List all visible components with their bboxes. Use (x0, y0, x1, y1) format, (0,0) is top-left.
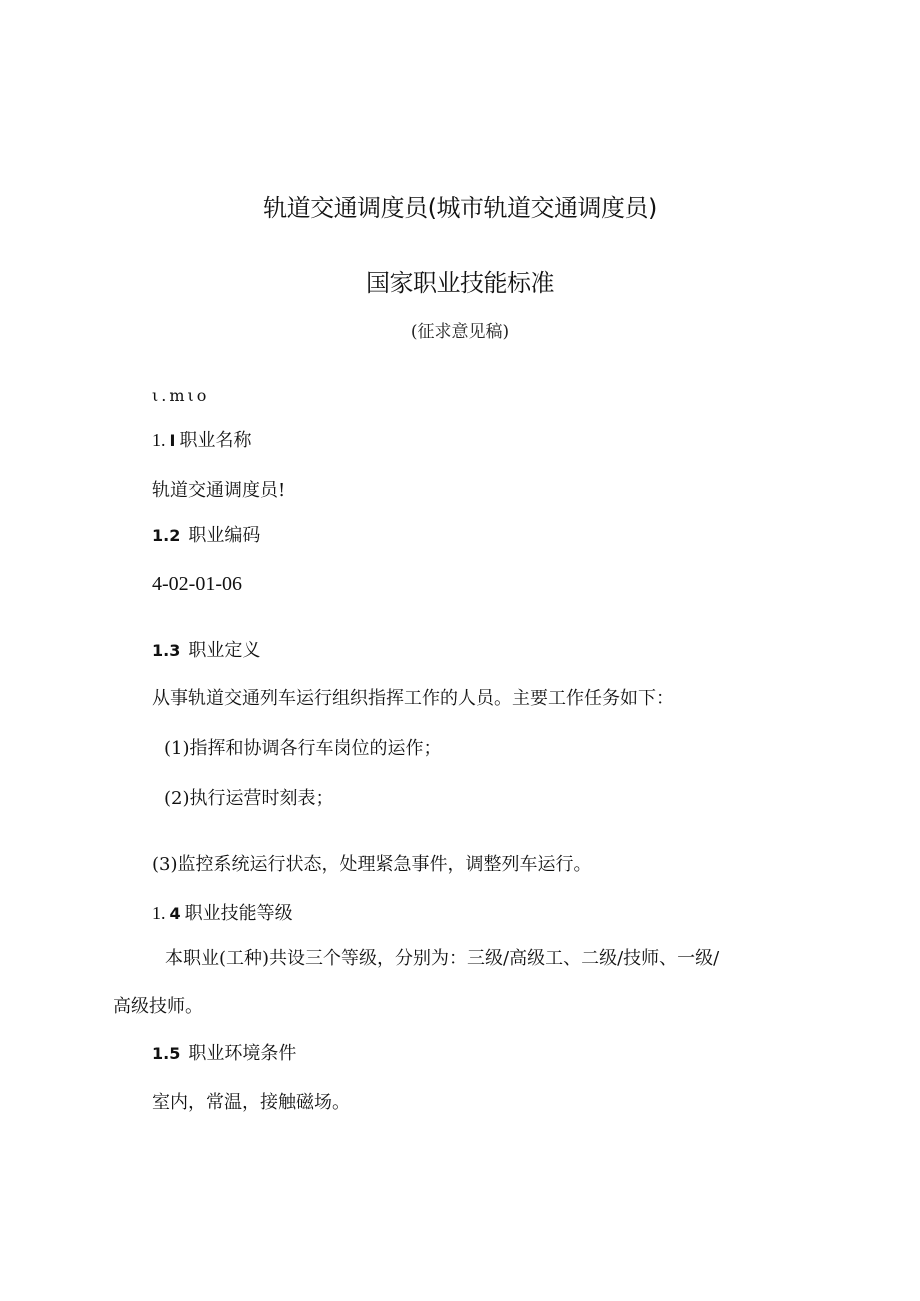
section-1-1-heading (152, 427, 251, 454)
section-1-1-num-prefix: 1. (152, 430, 166, 450)
document-subtitle: (征求意见稿) (410, 322, 510, 342)
section-1-3-label: 职业定义 (188, 640, 261, 661)
section-1-4-num-prefix: 1. (152, 903, 166, 923)
section1-heading: ι.mιo (152, 386, 210, 405)
section-1-2-num: 1.2 (152, 526, 181, 545)
section-1-4-heading (152, 900, 293, 927)
section-1-4-num-bold: 4 (169, 904, 181, 923)
section-1-1-content: 轨道交通调度员! (152, 480, 286, 501)
section-1-5-content: 室内，常温，接触磁场。 (152, 1092, 350, 1113)
section-1-4-content-line1: 本职业(工种)共设三个等级，分别为：三级/高级工、二级/技师、一级/ (165, 948, 720, 969)
section-1-3-intro: 从事轨道交通列车运行组织指挥工作的人员。主要工作任务如下： (152, 688, 674, 709)
section-1-4-label: 职业技能等级 (184, 903, 293, 924)
section-1-3-task-3: (3)监控系统运行状态，处理紧急事件，调整列车运行。 (152, 854, 592, 875)
section-1-3-num: 1.3 (152, 641, 181, 660)
section-1-5-num: 1.5 (152, 1044, 181, 1063)
section-1-1-label: 职业名称 (179, 430, 252, 451)
section-1-3-task-2: (2)执行运营时刻表； (164, 788, 334, 809)
section-1-2-content: 4-02-01-06 (152, 573, 242, 595)
section-1-5-heading (152, 1041, 296, 1067)
section-1-1-num-bold: I (169, 431, 176, 450)
section-1-2-heading (152, 523, 260, 549)
document-title-line2: 国家职业技能标准 (366, 269, 554, 297)
document-title-line1: 轨道交通调度员(城市轨道交通调度员) (263, 194, 657, 222)
section-1-4-content-line2: 高级技师。 (113, 996, 203, 1017)
section-1-3-heading (152, 638, 260, 664)
section-1-2-label: 职业编码 (188, 525, 261, 546)
section-1-3-task-1: (1)指挥和协调各行车岗位的运作； (164, 738, 442, 759)
section-1-5-label: 职业环境条件 (188, 1043, 297, 1064)
